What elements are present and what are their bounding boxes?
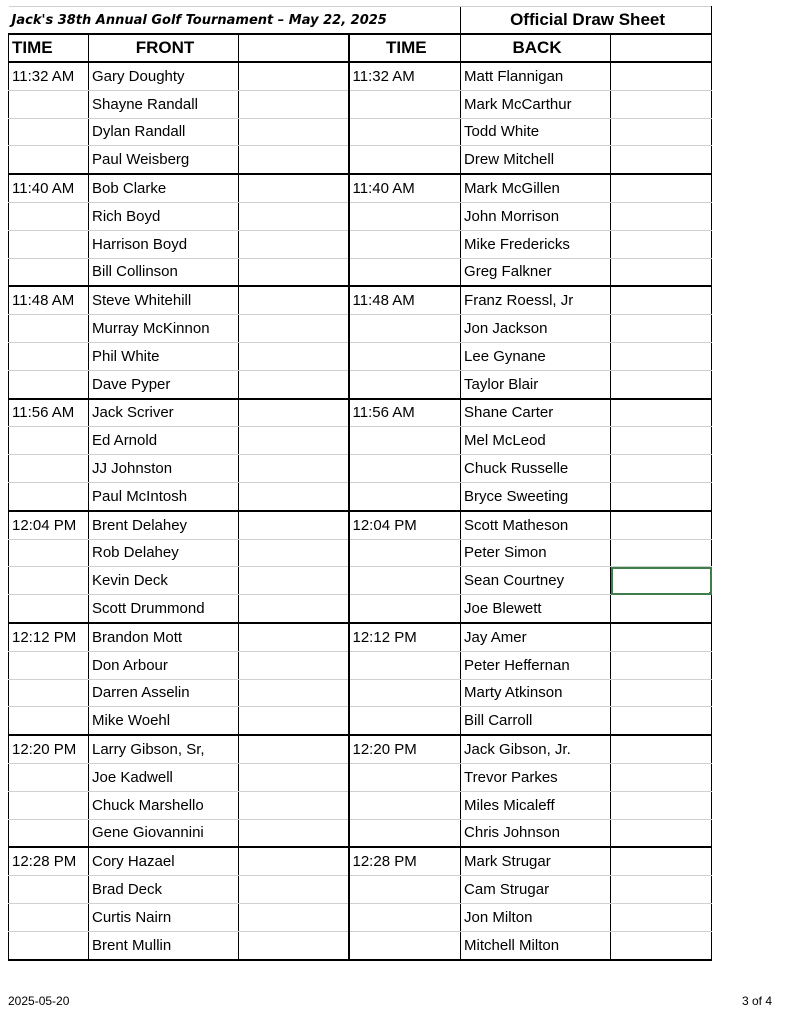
tee-time-back[interactable]: 12:28 PM [349, 847, 461, 875]
front-notes-cell[interactable] [239, 62, 349, 90]
front-player[interactable]: Darren Asselin [89, 679, 239, 707]
tee-time-back[interactable] [349, 679, 461, 707]
tee-time-back[interactable] [349, 90, 461, 118]
back-notes-cell[interactable] [611, 427, 712, 455]
back-notes-cell[interactable] [611, 62, 712, 90]
tee-time-front[interactable] [9, 315, 89, 343]
header-row [9, 34, 712, 62]
back-notes-cell[interactable] [611, 202, 712, 230]
back-notes-cell[interactable] [611, 146, 712, 174]
group-row [9, 791, 712, 819]
back-notes-cell[interactable] [611, 342, 712, 370]
group-row [9, 651, 712, 679]
tee-time-back[interactable] [349, 455, 461, 483]
tee-time-front[interactable]: 11:40 AM [9, 174, 89, 202]
front-notes-cell[interactable] [239, 791, 349, 819]
tee-time-front[interactable] [9, 903, 89, 931]
tee-time-back[interactable] [349, 258, 461, 286]
back-notes-cell[interactable] [611, 482, 712, 510]
tee-time-back[interactable] [349, 931, 461, 959]
front-player[interactable]: Rob Delahey [89, 539, 239, 567]
tee-time-back[interactable]: 12:12 PM [349, 623, 461, 651]
draw-sheet-subtitle: Official Draw Sheet [461, 7, 712, 35]
back-player[interactable]: Lee Gynane [461, 342, 611, 370]
back-player[interactable]: Jon Jackson [461, 315, 611, 343]
front-player[interactable]: Bill Collinson [89, 258, 239, 286]
back-notes-cell[interactable] [611, 286, 712, 314]
back-player[interactable]: Sean Courtney [461, 567, 611, 595]
back-notes-cell[interactable] [611, 735, 712, 763]
back-player[interactable]: Mark McCarthur [461, 90, 611, 118]
front-notes-cell[interactable] [239, 819, 349, 847]
back-player[interactable]: Trevor Parkes [461, 763, 611, 791]
back-player[interactable]: Mark McGillen [461, 174, 611, 202]
front-notes-cell[interactable] [239, 876, 349, 904]
group-row [9, 735, 712, 763]
front-notes-cell[interactable] [239, 90, 349, 118]
back-player[interactable]: Jack Gibson, Jr. [461, 735, 611, 763]
back-player[interactable]: Bill Carroll [461, 707, 611, 735]
tee-time-front[interactable] [9, 595, 89, 623]
group-row [9, 90, 712, 118]
tee-time-back[interactable] [349, 230, 461, 258]
tee-time-back[interactable] [349, 482, 461, 510]
page-number: 3 of 4 [741, 994, 772, 1008]
header-time-front: TIME [9, 34, 89, 62]
back-player[interactable]: Peter Heffernan [461, 651, 611, 679]
back-notes-cell[interactable] [611, 399, 712, 427]
back-notes-cell[interactable] [611, 819, 712, 847]
group-row [9, 118, 712, 146]
back-player[interactable]: Chuck Russelle [461, 455, 611, 483]
front-notes-cell[interactable] [239, 399, 349, 427]
front-notes-cell[interactable] [239, 651, 349, 679]
front-player[interactable]: Joe Kadwell [89, 763, 239, 791]
front-notes-cell[interactable] [239, 539, 349, 567]
tee-time-back[interactable] [349, 763, 461, 791]
tee-time-front[interactable] [9, 455, 89, 483]
back-player[interactable]: Matt Flannigan [461, 62, 611, 90]
tee-time-front[interactable] [9, 482, 89, 510]
tee-time-back[interactable] [349, 819, 461, 847]
tee-time-front[interactable]: 11:32 AM [9, 62, 89, 90]
back-notes-cell[interactable] [611, 511, 712, 539]
back-notes-cell[interactable] [611, 258, 712, 286]
tee-time-front[interactable] [9, 876, 89, 904]
group-row [9, 567, 712, 595]
tee-time-front[interactable] [9, 118, 89, 146]
back-notes-cell[interactable] [611, 623, 712, 651]
back-notes-cell[interactable] [611, 707, 712, 735]
front-notes-cell[interactable] [239, 735, 349, 763]
front-player[interactable]: Paul Weisberg [89, 146, 239, 174]
group-row [9, 315, 712, 343]
group-row [9, 819, 712, 847]
group-row [9, 399, 712, 427]
front-player[interactable]: Ed Arnold [89, 427, 239, 455]
front-player[interactable]: Kevin Deck [89, 567, 239, 595]
front-player[interactable]: Phil White [89, 342, 239, 370]
front-notes-cell[interactable] [239, 707, 349, 735]
group-row [9, 931, 712, 959]
tee-time-front[interactable] [9, 427, 89, 455]
back-player[interactable]: Greg Falkner [461, 258, 611, 286]
tee-time-front[interactable] [9, 679, 89, 707]
back-notes-cell[interactable] [611, 595, 712, 623]
front-player[interactable]: Larry Gibson, Sr, [89, 735, 239, 763]
header-time-back: TIME [349, 34, 461, 62]
back-player[interactable]: Jon Milton [461, 903, 611, 931]
group-row [9, 370, 712, 398]
tee-time-front[interactable] [9, 342, 89, 370]
back-player[interactable]: Cam Strugar [461, 876, 611, 904]
front-player[interactable]: Mike Woehl [89, 707, 239, 735]
tee-time-back[interactable] [349, 876, 461, 904]
front-player[interactable]: Brent Mullin [89, 931, 239, 959]
group-row [9, 511, 712, 539]
front-notes-cell[interactable] [239, 427, 349, 455]
tee-time-front[interactable]: 12:28 PM [9, 847, 89, 875]
tee-time-back[interactable] [349, 707, 461, 735]
group-row [9, 230, 712, 258]
tee-time-front[interactable]: 12:20 PM [9, 735, 89, 763]
group-row [9, 455, 712, 483]
tee-time-front[interactable] [9, 202, 89, 230]
group-row [9, 847, 712, 875]
front-player[interactable]: Brad Deck [89, 876, 239, 904]
back-player[interactable]: Marty Atkinson [461, 679, 611, 707]
front-player[interactable]: Curtis Nairn [89, 903, 239, 931]
back-notes-cell[interactable] [611, 230, 712, 258]
header-front: FRONT [89, 34, 239, 62]
back-notes-cell[interactable] [611, 847, 712, 875]
front-notes-cell[interactable] [239, 595, 349, 623]
back-player[interactable]: Chris Johnson [461, 819, 611, 847]
front-notes-cell[interactable] [239, 230, 349, 258]
front-notes-cell[interactable] [239, 258, 349, 286]
front-notes-cell[interactable] [239, 118, 349, 146]
back-player[interactable]: Mitchell Milton [461, 931, 611, 959]
back-player[interactable]: Franz Roessl, Jr [461, 286, 611, 314]
back-player[interactable]: Joe Blewett [461, 595, 611, 623]
front-notes-cell[interactable] [239, 931, 349, 959]
tee-time-front[interactable] [9, 567, 89, 595]
fill-handle[interactable] [709, 592, 712, 595]
group-row [9, 876, 712, 904]
selected-cell[interactable] [611, 567, 712, 595]
tee-time-back[interactable] [349, 567, 461, 595]
back-player[interactable]: Todd White [461, 118, 611, 146]
tee-time-back[interactable]: 12:04 PM [349, 511, 461, 539]
group-row [9, 342, 712, 370]
group-row [9, 146, 712, 174]
draw-sheet-table [8, 6, 712, 961]
tee-time-back[interactable] [349, 595, 461, 623]
back-notes-cell[interactable] [611, 931, 712, 959]
group-row [9, 174, 712, 202]
back-player[interactable]: Mark Strugar [461, 847, 611, 875]
back-player[interactable]: Mel McLeod [461, 427, 611, 455]
tee-time-back[interactable]: 11:48 AM [349, 286, 461, 314]
tee-time-back[interactable] [349, 791, 461, 819]
group-row [9, 258, 712, 286]
tee-time-back[interactable] [349, 315, 461, 343]
header-back: BACK [461, 34, 611, 62]
front-player[interactable]: Murray McKinnon [89, 315, 239, 343]
back-player[interactable]: Peter Simon [461, 539, 611, 567]
tee-time-front[interactable] [9, 146, 89, 174]
tee-time-front[interactable] [9, 819, 89, 847]
header-back-notes [611, 34, 712, 62]
tee-time-front[interactable]: 12:12 PM [9, 623, 89, 651]
title-row [9, 7, 712, 35]
front-notes-cell[interactable] [239, 623, 349, 651]
tee-time-front[interactable]: 12:04 PM [9, 511, 89, 539]
tee-time-front[interactable] [9, 707, 89, 735]
front-player[interactable]: Gary Doughty [89, 62, 239, 90]
tee-time-front[interactable] [9, 651, 89, 679]
back-notes-cell[interactable] [611, 539, 712, 567]
front-notes-cell[interactable] [239, 342, 349, 370]
front-notes-cell[interactable] [239, 202, 349, 230]
front-notes-cell[interactable] [239, 146, 349, 174]
front-notes-cell[interactable] [239, 482, 349, 510]
back-notes-cell[interactable] [611, 370, 712, 398]
tee-time-back[interactable] [349, 146, 461, 174]
group-row [9, 707, 712, 735]
front-player[interactable]: Dylan Randall [89, 118, 239, 146]
front-player[interactable]: Jack Scriver [89, 399, 239, 427]
tee-time-front[interactable] [9, 763, 89, 791]
back-player[interactable]: John Morrison [461, 202, 611, 230]
tee-time-front[interactable] [9, 90, 89, 118]
tee-time-back[interactable] [349, 903, 461, 931]
print-date: 2025-05-20 [8, 994, 70, 1008]
front-player[interactable]: Steve Whitehill [89, 286, 239, 314]
group-row [9, 903, 712, 931]
group-row [9, 595, 712, 623]
front-player[interactable]: Chuck Marshello [89, 791, 239, 819]
back-notes-cell[interactable] [611, 174, 712, 202]
group-row [9, 679, 712, 707]
front-player[interactable]: Dave Pyper [89, 370, 239, 398]
back-notes-cell[interactable] [611, 679, 712, 707]
back-notes-cell[interactable] [611, 651, 712, 679]
group-row [9, 62, 712, 90]
front-player[interactable]: Rich Boyd [89, 202, 239, 230]
back-player[interactable]: Drew Mitchell [461, 146, 611, 174]
front-player[interactable]: Gene Giovannini [89, 819, 239, 847]
front-notes-cell[interactable] [239, 315, 349, 343]
back-player[interactable]: Miles Micaleff [461, 791, 611, 819]
tee-time-back[interactable]: 11:40 AM [349, 174, 461, 202]
back-player[interactable]: Scott Matheson [461, 511, 611, 539]
tee-time-back[interactable] [349, 370, 461, 398]
group-row [9, 482, 712, 510]
tee-time-front[interactable] [9, 230, 89, 258]
front-notes-cell[interactable] [239, 903, 349, 931]
back-player[interactable]: Shane Carter [461, 399, 611, 427]
front-player[interactable]: JJ Johnston [89, 455, 239, 483]
front-player[interactable]: Paul McIntosh [89, 482, 239, 510]
tee-time-back[interactable] [349, 118, 461, 146]
tee-time-back[interactable] [349, 651, 461, 679]
tee-time-front[interactable] [9, 791, 89, 819]
tee-time-front[interactable] [9, 258, 89, 286]
front-notes-cell[interactable] [239, 174, 349, 202]
tee-time-front[interactable] [9, 931, 89, 959]
tee-time-back[interactable]: 11:56 AM [349, 399, 461, 427]
back-notes-cell[interactable] [611, 455, 712, 483]
front-player[interactable]: Brent Delahey [89, 511, 239, 539]
front-player[interactable]: Cory Hazael [89, 847, 239, 875]
group-row [9, 623, 712, 651]
tee-time-front[interactable] [9, 539, 89, 567]
tee-time-back[interactable] [349, 342, 461, 370]
front-player[interactable]: Scott Drummond [89, 595, 239, 623]
front-player[interactable]: Don Arbour [89, 651, 239, 679]
front-player[interactable]: Shayne Randall [89, 90, 239, 118]
front-notes-cell[interactable] [239, 679, 349, 707]
group-row [9, 286, 712, 314]
tee-time-back[interactable]: 11:32 AM [349, 62, 461, 90]
front-notes-cell[interactable] [239, 370, 349, 398]
back-notes-cell[interactable] [611, 903, 712, 931]
front-notes-cell[interactable] [239, 511, 349, 539]
front-player[interactable]: Bob Clarke [89, 174, 239, 202]
back-notes-cell[interactable] [611, 118, 712, 146]
tee-time-front[interactable] [9, 370, 89, 398]
group-row [9, 427, 712, 455]
front-notes-cell[interactable] [239, 847, 349, 875]
back-notes-cell[interactable] [611, 876, 712, 904]
group-row [9, 763, 712, 791]
back-player[interactable]: Mike Fredericks [461, 230, 611, 258]
front-player[interactable]: Harrison Boyd [89, 230, 239, 258]
back-player[interactable]: Jay Amer [461, 623, 611, 651]
tee-time-back[interactable] [349, 427, 461, 455]
front-notes-cell[interactable] [239, 286, 349, 314]
tee-time-back[interactable] [349, 202, 461, 230]
back-notes-cell[interactable] [611, 90, 712, 118]
group-row [9, 539, 712, 567]
front-notes-cell[interactable] [239, 455, 349, 483]
tee-time-back[interactable]: 12:20 PM [349, 735, 461, 763]
tee-time-front[interactable]: 11:48 AM [9, 286, 89, 314]
front-notes-cell[interactable] [239, 763, 349, 791]
tournament-title: Jack's 38th Annual Golf Tournament – May 22, 2025 [9, 7, 461, 35]
front-player[interactable]: Brandon Mott [89, 623, 239, 651]
header-front-notes [239, 34, 349, 62]
back-player[interactable]: Bryce Sweeting [461, 482, 611, 510]
front-notes-cell[interactable] [239, 567, 349, 595]
back-notes-cell[interactable] [611, 791, 712, 819]
back-notes-cell[interactable] [611, 763, 712, 791]
back-notes-cell[interactable] [611, 315, 712, 343]
tee-time-back[interactable] [349, 539, 461, 567]
back-player[interactable]: Taylor Blair [461, 370, 611, 398]
tee-time-front[interactable]: 11:56 AM [9, 399, 89, 427]
group-row [9, 202, 712, 230]
